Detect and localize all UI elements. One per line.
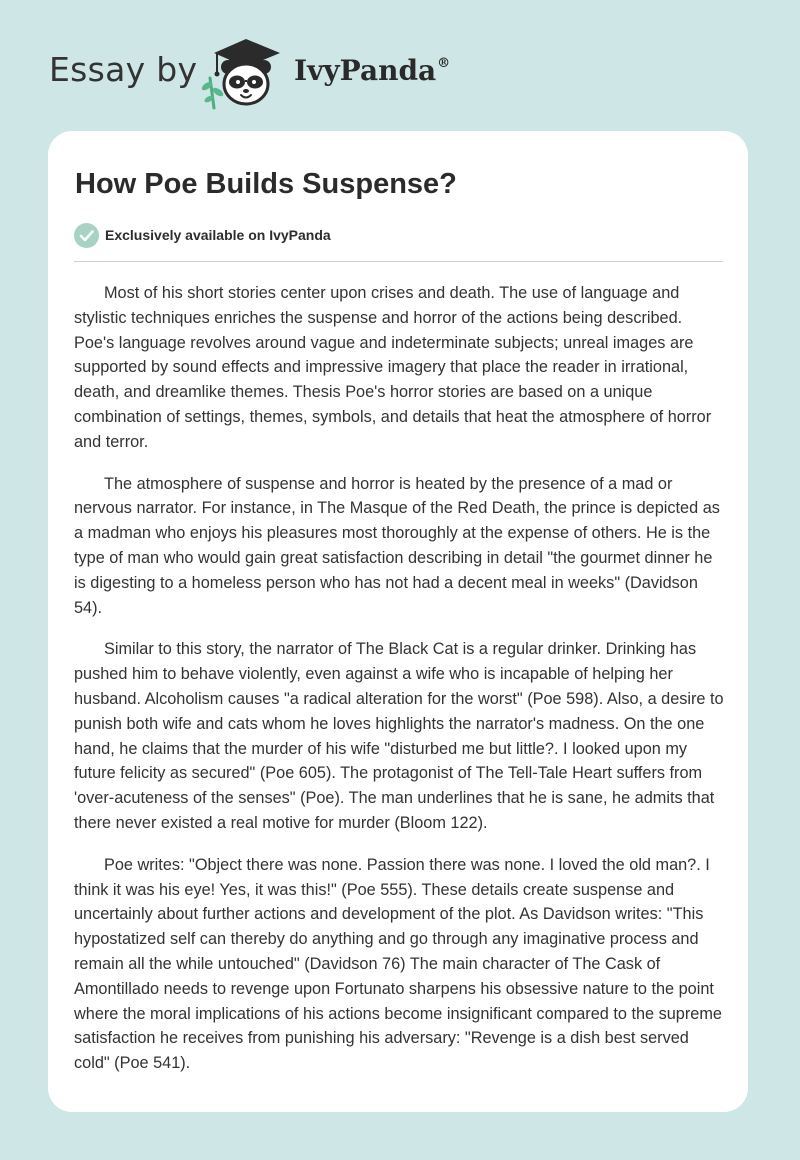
check-circle-icon xyxy=(74,223,99,248)
badge-label: Exclusively available on IvyPanda xyxy=(105,227,331,243)
essay-card xyxy=(48,131,748,1112)
registered-mark: ® xyxy=(437,56,451,71)
page-title: How Poe Builds Suspense? xyxy=(75,168,457,200)
brand-prefix: Essay by xyxy=(49,50,198,89)
site-header xyxy=(0,0,800,130)
availability-badge xyxy=(74,222,331,248)
paragraph: Most of his short stories center upon crises and death. The use of language and stylistic techniques enriches the suspense and horror of the actions being described. Poe's language revolves around vague and indeterminate subjects; unreal images are supported by sound effects and impressive imagery that place the reader in irrational, death, and dreamlike themes. Thesis Poe's horror stories are based on a unique combination of settings, themes, symbols, and details that heat the atmosphere of horror and terror. xyxy=(74,284,712,451)
paragraph: Poe writes: "Object there was none. Passion there was none. I loved the old man?. I think it was his eye! Yes, it was this!" (Poe 555). These details create suspense and uncertainly about further actions and development of the plot. As Davidson writes: "This hypostatized self can thereby do anything and go through any imaginative process and remain all the while untouched" (Davidson 76) The main character of The Cask of Amontillado needs to revenge upon Fortunato sharpens his obsessive nature to the point where the moral implications of his actions become insignificant compared to the supreme satisfaction he receives from punishing his adversary: "Revenge is a dish best served cold" (Poe 541). xyxy=(74,855,722,1073)
essay-body xyxy=(74,281,726,1093)
paragraph: The atmosphere of suspense and horror is heated by the presence of a mad or nervous narrator. For instance, in The Masque of the Red Death, the prince is depicted as a madman who enjoys his pleasures most thoroughly at the expense of others. He is the type of man who would gain great satisfaction describing in detail "the gourmet dinner he is digesting to a homeless person who has not had a decent meal in weeks" (Davidson 54). xyxy=(74,474,720,617)
brand-name[interactable]: IvyPanda® xyxy=(294,54,451,87)
paragraph: Similar to this story, the narrator of The Black Cat is a regular drinker. Drinking has pushed him to behave violently, even against a wife who is incapable of helping her husband. Alcoholism causes "a radical alteration for the worst" (Poe 598). Also, a desire to punish both wife and cats whom he loves highlights the narrator's madness. On the one hand, he claims that the murder of his wife "disturbed me but little?. I looked upon my future felicity as secured" (Poe 605). The protagonist of The Tell-Tale Heart suffers from 'over-acuteness of the senses" (Poe). The man underlines that he is sane, he admits that there never existed a real motive for murder (Bloom 122). xyxy=(74,640,724,832)
panda-graduate-logo-icon[interactable] xyxy=(200,34,292,110)
divider xyxy=(74,261,723,262)
